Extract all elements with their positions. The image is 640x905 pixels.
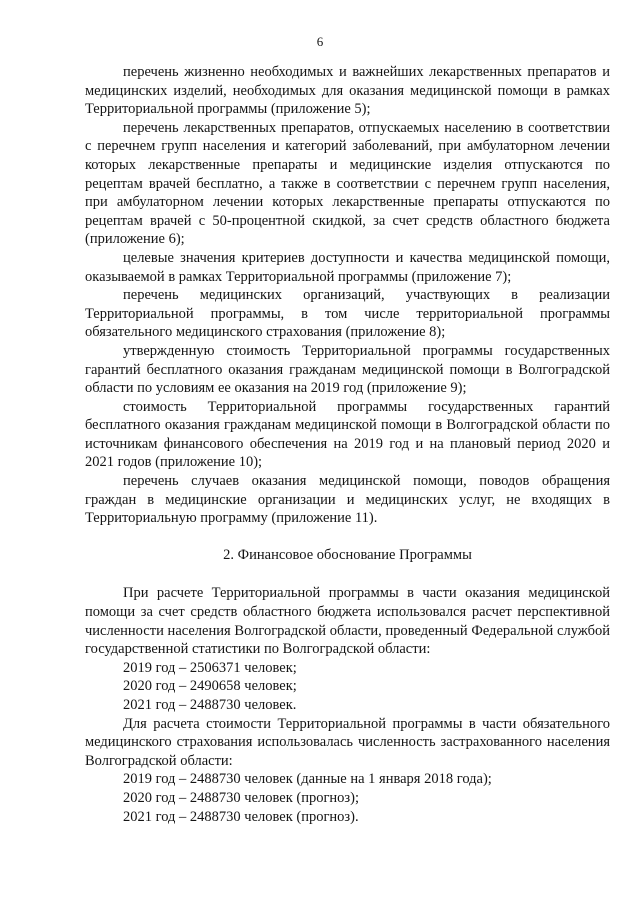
list-paragraph-essential-drugs: перечень жизненно необходимых и важнейших лекарственных препаратов и медицинских изделий, необходимых для оказания медицинской помощи в рамках Территориальной программы (приложение 5); <box>85 64 610 118</box>
document-body <box>85 63 610 826</box>
page-number: 6 <box>316 34 324 49</box>
population-intro-paragraph: При расчете Территориальной программы в части оказания медицинской помощи за счет средств областного бюджета использовался расчет перспективной численности населения Волгоградской области, проведенный Федеральной службой государственной статистики по Волгоградской области: <box>85 585 610 658</box>
insured-line-2021: 2021 год – 2488730 человек (прогноз). <box>123 808 359 825</box>
list-paragraph-medical-organizations: перечень медицинских организаций, участвующих в реализации Территориальной программы, в том числе территориальной программы обязательного медицинского страхования (приложение 8); <box>85 287 610 341</box>
list-paragraph-drugs-dispensed: перечень лекарственных препаратов, отпускаемых населению в соответствии с перечнем групп населения и категорий заболеваний, при амбулаторном лечении которых лекарственные препараты и медицинские изделия отпускаются по рецептам врачей бесплатно, а также в соответствии с перечнем групп населения, при амбулаторном лечении которых лекарственные препараты отпускаются по рецептам врачей с 50-процентной скидкой, за счет средств областного бюджета (приложение 6); <box>85 119 610 248</box>
population-line-2021: 2021 год – 2488730 человек. <box>123 697 297 713</box>
list-paragraph-approved-cost: утвержденную стоимость Территориальной программы государственных гарантий бесплатного оказания гражданам медицинской помощи в Волгоградской области по условиям ее оказания на 2019 год (приложение 9); <box>85 342 610 397</box>
insured-line-2020: 2020 год – 2488730 человек (прогноз); <box>123 789 360 806</box>
population-line-2019: 2019 год – 2506371 человек; <box>123 659 297 676</box>
insured-intro-paragraph: Для расчета стоимости Территориальной программы в части обязательного медицинского страхования использовалась численность застрахованного населения Волгоградской области: <box>85 715 610 769</box>
list-paragraph-excluded-cases: перечень случаев оказания медицинской помощи, поводов обращения граждан в медицинские организации и медицинских услуг, не входящих в Территориальную программу (приложение 11). <box>85 473 610 527</box>
insured-line-2019: 2019 год – 2488730 человек (данные на 1 января 2018 года); <box>123 771 492 788</box>
list-paragraph-target-criteria: целевые значения критериев доступности и качества медицинской помощи, оказываемой в рамках Территориальной программы (приложение 7); <box>85 249 610 285</box>
section-heading: 2. Финансовое обоснование Программы <box>223 546 472 563</box>
list-paragraph-cost-by-source: стоимость Территориальной программы государственных гарантий бесплатного оказания гражданам медицинской помощи в Волгоградской области по источникам финансового обеспечения на 2019 год и на плановый период 2020 и 2021 годов (приложение 10); <box>85 398 610 471</box>
population-line-2020: 2020 год – 2490658 человек; <box>123 678 297 695</box>
